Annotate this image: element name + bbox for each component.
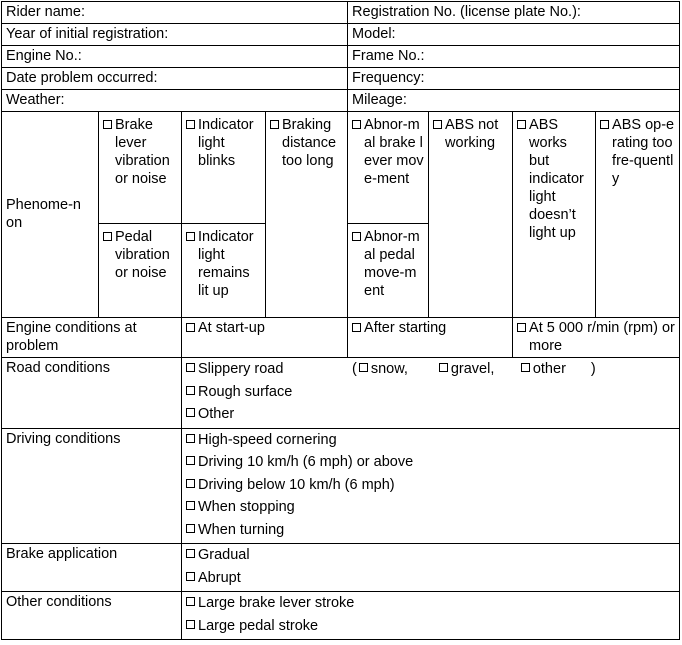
option-label: When turning — [198, 521, 285, 538]
checkbox[interactable] — [433, 120, 442, 129]
year-initial-registration-label: Year of initial registration: — [6, 26, 169, 42]
road-conditions-label: Road conditions — [6, 360, 110, 376]
checkbox[interactable] — [517, 120, 526, 129]
driving-conditions-label-cell — [2, 428, 182, 544]
checkbox[interactable] — [186, 501, 195, 510]
checkbox[interactable] — [186, 120, 195, 129]
option-label: ABS op-erating too fre-quently — [612, 117, 675, 187]
rider-name-field[interactable] — [2, 2, 348, 24]
brake-lever-vibration-option[interactable] — [99, 112, 182, 224]
slippery-road-option[interactable] — [186, 358, 352, 380]
checkbox[interactable] — [103, 120, 112, 129]
checkbox[interactable] — [186, 363, 195, 372]
option-label: Brake lever vibration or noise — [115, 117, 170, 187]
abs-not-working-option[interactable] — [429, 112, 513, 318]
abs-works-indicator-option[interactable] — [513, 112, 596, 318]
checkbox[interactable] — [186, 479, 195, 488]
option-label: ABS works but indicator light doesn’t light up — [529, 117, 584, 241]
option-label: Indicator light blinks — [198, 117, 254, 169]
engine-conditions-label-cell — [2, 318, 182, 358]
weather-label: Weather: — [6, 92, 65, 108]
engine-no-label: Engine No.: — [6, 48, 82, 64]
checkbox[interactable] — [186, 620, 195, 629]
driving-below-option[interactable] — [186, 474, 675, 497]
driving-conditions-options — [182, 428, 680, 544]
checkbox[interactable] — [352, 323, 361, 332]
frame-no-field[interactable] — [348, 46, 680, 68]
gravel-checkbox[interactable] — [439, 363, 448, 372]
checkbox[interactable] — [186, 524, 195, 533]
brake-application-label-cell — [2, 544, 182, 592]
open-paren: ( — [352, 361, 357, 377]
option-label: Driving below 10 km/h (6 mph) — [198, 476, 395, 493]
engine-conditions-label: Engine conditions at problem — [6, 320, 137, 354]
rider-name-label: Rider name: — [6, 4, 85, 20]
driving-conditions-label: Driving conditions — [6, 430, 121, 447]
checkbox[interactable] — [186, 456, 195, 465]
slippery-detail-group — [352, 358, 596, 380]
checkbox[interactable] — [186, 386, 195, 395]
phenomenon-label-cell — [2, 112, 99, 318]
checkbox[interactable] — [186, 434, 195, 443]
large-pedal-stroke-option[interactable] — [186, 615, 675, 638]
at-startup-option[interactable] — [182, 318, 348, 358]
abnormal-pedal-option[interactable] — [348, 224, 429, 318]
checkbox[interactable] — [352, 232, 361, 241]
option-label: Driving 10 km/h (6 mph) or above — [198, 454, 414, 470]
braking-distance-option[interactable] — [266, 112, 348, 318]
gradual-option[interactable] — [186, 544, 675, 567]
at-5000-rpm-option[interactable] — [513, 318, 680, 358]
other-inline-checkbox[interactable] — [521, 363, 530, 372]
checkbox[interactable] — [186, 323, 195, 332]
indicator-light-remains-option[interactable] — [182, 224, 266, 318]
when-stopping-option[interactable] — [186, 496, 675, 519]
checkbox[interactable] — [186, 549, 195, 558]
abs-diagnosis-questionnaire — [1, 1, 680, 640]
abrupt-option[interactable] — [186, 567, 675, 590]
mileage-field[interactable] — [348, 90, 680, 112]
checkbox[interactable] — [352, 120, 361, 129]
abs-operating-frequently-option[interactable] — [596, 112, 680, 318]
checkbox[interactable] — [103, 232, 112, 241]
snow-label: snow, — [370, 361, 408, 377]
phenomenon-label: Phenome-non — [6, 197, 81, 231]
checkbox[interactable] — [186, 408, 195, 417]
option-label: Slippery road — [198, 361, 284, 377]
driving-above-option[interactable] — [186, 451, 675, 474]
weather-field[interactable] — [2, 90, 348, 112]
date-problem-label: Date problem occurred: — [6, 70, 158, 86]
date-problem-field[interactable] — [2, 68, 348, 90]
road-other-option[interactable] — [186, 403, 675, 426]
checkbox[interactable] — [517, 323, 526, 332]
option-label: Gradual — [198, 547, 250, 563]
brake-application-label: Brake application — [6, 546, 118, 562]
large-brake-lever-stroke-option[interactable] — [186, 592, 675, 615]
mileage-label: Mileage: — [352, 92, 407, 108]
model-field[interactable] — [348, 24, 680, 46]
option-label: Braking distance too long — [282, 117, 337, 169]
option-label: When stopping — [198, 499, 295, 515]
option-label: Large pedal stroke — [198, 617, 319, 634]
option-label: Abnor-mal brake lever move-ment — [364, 117, 424, 187]
other-conditions-label-cell — [2, 592, 182, 640]
option-label: Abnor-mal pedal move-ment — [364, 229, 420, 299]
frame-no-label: Frame No.: — [352, 48, 425, 64]
road-conditions-label-cell — [2, 358, 182, 429]
other-conditions-label: Other conditions — [6, 594, 112, 610]
option-label: At start-up — [198, 320, 265, 336]
brake-application-options — [182, 544, 680, 592]
frequency-field[interactable] — [348, 68, 680, 90]
option-label: Indicator light remains lit up — [198, 229, 254, 299]
year-initial-registration-field[interactable] — [2, 24, 348, 46]
checkbox[interactable] — [186, 597, 195, 606]
abnormal-brake-lever-option[interactable] — [348, 112, 429, 224]
checkbox[interactable] — [600, 120, 609, 129]
rough-surface-option[interactable] — [186, 381, 675, 404]
option-label: Abrupt — [198, 569, 241, 586]
option-label: At 5 000 r/min (rpm) or more — [529, 320, 675, 354]
checkbox[interactable] — [186, 232, 195, 241]
option-label: Pedal vibration or noise — [115, 229, 170, 281]
checkbox[interactable] — [186, 572, 195, 581]
pedal-vibration-option[interactable] — [99, 224, 182, 318]
gravel-label: gravel, — [450, 361, 495, 377]
option-label: ABS not working — [445, 117, 499, 151]
indicator-light-blinks-option[interactable] — [182, 112, 266, 224]
option-label: High-speed cornering — [198, 431, 337, 448]
other-conditions-options — [182, 592, 680, 640]
after-starting-option[interactable] — [348, 318, 513, 358]
option-label: Other — [198, 406, 235, 422]
high-speed-cornering-option[interactable] — [186, 429, 675, 452]
option-label: After starting — [364, 320, 447, 336]
engine-no-field[interactable] — [2, 46, 348, 68]
registration-no-field[interactable] — [348, 2, 680, 24]
when-turning-option[interactable] — [186, 519, 675, 542]
model-label: Model: — [352, 26, 396, 42]
road-conditions-options — [182, 358, 680, 429]
snow-checkbox[interactable] — [359, 363, 368, 372]
option-label: Large brake lever stroke — [198, 595, 355, 611]
option-label: Rough surface — [198, 383, 293, 400]
other-inline-label: other — [532, 361, 566, 377]
frequency-label: Frequency: — [352, 70, 425, 86]
close-paren: ) — [590, 361, 596, 377]
registration-no-label: Registration No. (license plate No.): — [352, 4, 581, 20]
checkbox[interactable] — [270, 120, 279, 129]
